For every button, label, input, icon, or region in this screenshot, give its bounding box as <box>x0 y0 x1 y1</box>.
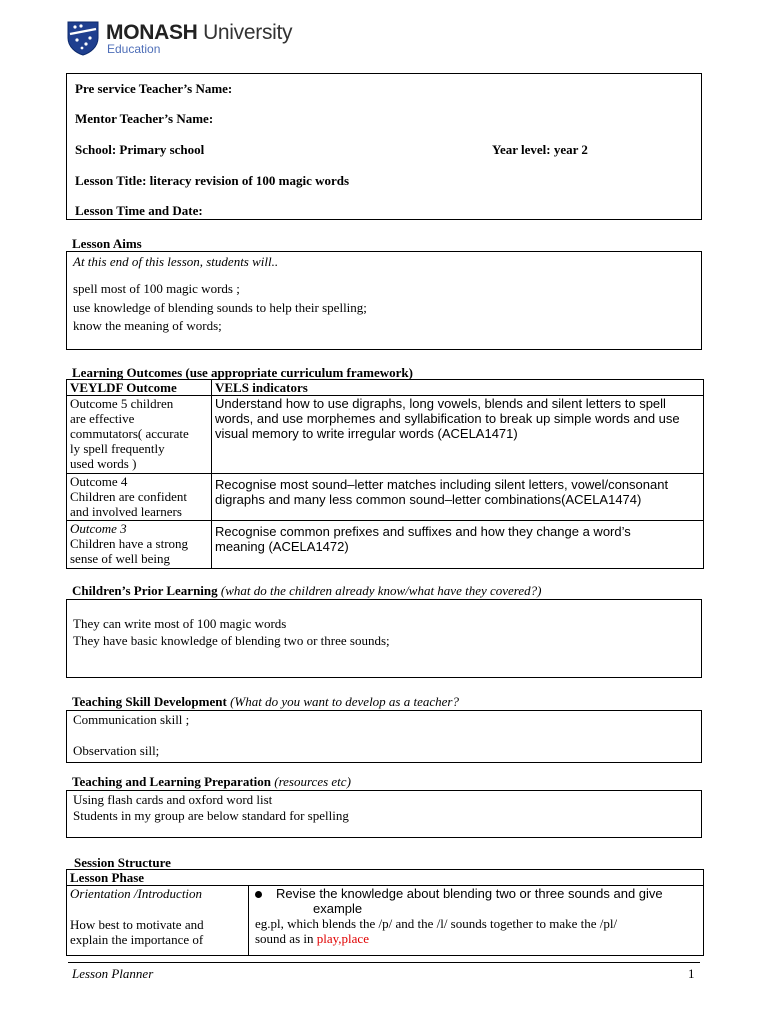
outcome-line: Children have a strong <box>70 536 189 551</box>
session-structure-heading: Session Structure <box>74 855 171 870</box>
outcome-cell <box>67 396 212 474</box>
monash-logo <box>66 20 306 56</box>
outcome-line: Children are confident <box>70 489 187 504</box>
teacher-name-field: Pre service Teacher’s Name: <box>75 81 233 96</box>
prior-learning-heading <box>72 583 541 599</box>
outcome-line: ly spell frequently <box>70 441 165 456</box>
outcome-column-header: VEYLDF Outcome <box>67 380 212 396</box>
indicator-line: digraphs and many less common sound–letter combinations(ACELA1474) <box>215 492 642 507</box>
teaching-skill-note: (What do you want to develop as a teacher? <box>230 694 459 709</box>
indicator-cell <box>212 474 704 521</box>
example-line <box>255 931 700 946</box>
teaching-skill-title: Teaching Skill Development <box>72 694 227 709</box>
monash-crest-icon <box>66 20 100 56</box>
indicator-line: Understand how to use digraphs, long vowels, blends and silent letters to spell <box>215 396 666 411</box>
teaching-skill-box <box>66 710 702 763</box>
school-field: School: Primary school <box>75 142 205 157</box>
outcomes-table <box>66 379 704 569</box>
phase-cell <box>67 886 249 956</box>
skill-line: Communication skill ; <box>73 712 190 727</box>
prior-line: They can write most of 100 magic words <box>73 616 287 631</box>
outcome-line: and involved learners <box>70 504 182 519</box>
lesson-title-field: Lesson Title: literacy revision of 100 magic words <box>75 173 350 188</box>
prep-line: Students in my group are below standard for spelling <box>73 808 349 823</box>
outcome-line: are effective <box>70 411 135 426</box>
outcome-line: Outcome 3 <box>70 521 127 536</box>
motivate-line: How best to motivate and <box>70 917 204 932</box>
bullet-item <box>255 886 700 901</box>
outcome-line: used words ) <box>70 456 137 471</box>
brand-name: MONASH University <box>106 21 293 44</box>
orientation-label: Orientation /Introduction <box>70 886 203 901</box>
outcome-line: Outcome 4 <box>70 474 128 489</box>
activity-cell <box>249 886 704 956</box>
footer-title: Lesson Planner <box>72 966 154 981</box>
example-line: eg.pl, which blends the /p/ and the /l/ sounds together to make the /pl/ <box>255 916 618 931</box>
lesson-aims-heading: Lesson Aims <box>72 236 142 251</box>
indicator-line: Recognise most sound–letter matches including silent letters, vowel/consonant <box>215 477 669 492</box>
outcome-line: sense of well being <box>70 551 171 566</box>
indicator-column-header: VELS indicators <box>212 380 704 396</box>
prior-learning-box <box>66 599 702 678</box>
aims-intro: At this end of this lesson, students will.. <box>73 254 279 269</box>
aim-item: spell most of 100 magic words ; <box>73 281 240 296</box>
preparation-heading <box>72 774 351 790</box>
example-highlight: play,place <box>316 931 369 946</box>
page-number: 1 <box>688 966 695 981</box>
aim-item: use knowledge of blending sounds to help their spelling; <box>73 300 367 315</box>
example-prefix: sound as in <box>255 931 317 946</box>
indicator-cell <box>212 521 704 569</box>
session-table <box>66 869 704 956</box>
preparation-note: (resources etc) <box>274 774 351 789</box>
teacher-info-box <box>66 73 702 220</box>
preparation-title: Teaching and Learning Preparation <box>72 774 271 789</box>
outcome-line: Outcome 5 children <box>70 396 174 411</box>
prior-line: They have basic knowledge of blending two or three sounds; <box>73 633 390 648</box>
prior-learning-title: Children’s Prior Learning <box>72 583 218 598</box>
outcome-cell <box>67 474 212 521</box>
bullet-icon <box>255 891 262 898</box>
indicator-line: words, and use morphemes and syllabification to break up simple words and use <box>215 411 680 426</box>
year-level-field: Year level: year 2 <box>492 142 588 157</box>
indicator-line: visual memory to write irregular words (ACELA1471) <box>215 426 518 441</box>
outcome-line: commutators( accurate <box>70 426 189 441</box>
mentor-name-field: Mentor Teacher’s Name: <box>75 111 214 126</box>
lesson-aims-box <box>66 251 702 350</box>
teaching-skill-heading <box>72 694 459 710</box>
indicator-line: Recognise common prefixes and suffixes and how they change a word’s <box>215 524 631 539</box>
indicator-cell <box>212 396 704 474</box>
aim-item: know the meaning of words; <box>73 318 222 333</box>
prior-learning-note: (what do the children already know/what have they covered?) <box>220 583 542 598</box>
bullet-text: Revise the knowledge about blending two or three sounds and give <box>276 886 663 901</box>
learning-outcomes-heading: Learning Outcomes (use appropriate curriculum framework) <box>72 365 413 380</box>
preparation-box <box>66 790 702 838</box>
footer-rule <box>68 962 700 963</box>
brand-subtitle: Education <box>107 42 161 56</box>
lesson-phase-header: Lesson Phase <box>67 870 704 886</box>
motivate-line: explain the importance of <box>70 932 204 947</box>
prep-line: Using flash cards and oxford word list <box>73 792 273 807</box>
outcome-cell <box>67 521 212 569</box>
lesson-time-field: Lesson Time and Date: <box>75 203 203 218</box>
bullet-text-continued: example <box>313 901 363 916</box>
indicator-line: meaning (ACELA1472) <box>215 539 349 554</box>
skill-line: Observation sill; <box>73 743 160 758</box>
